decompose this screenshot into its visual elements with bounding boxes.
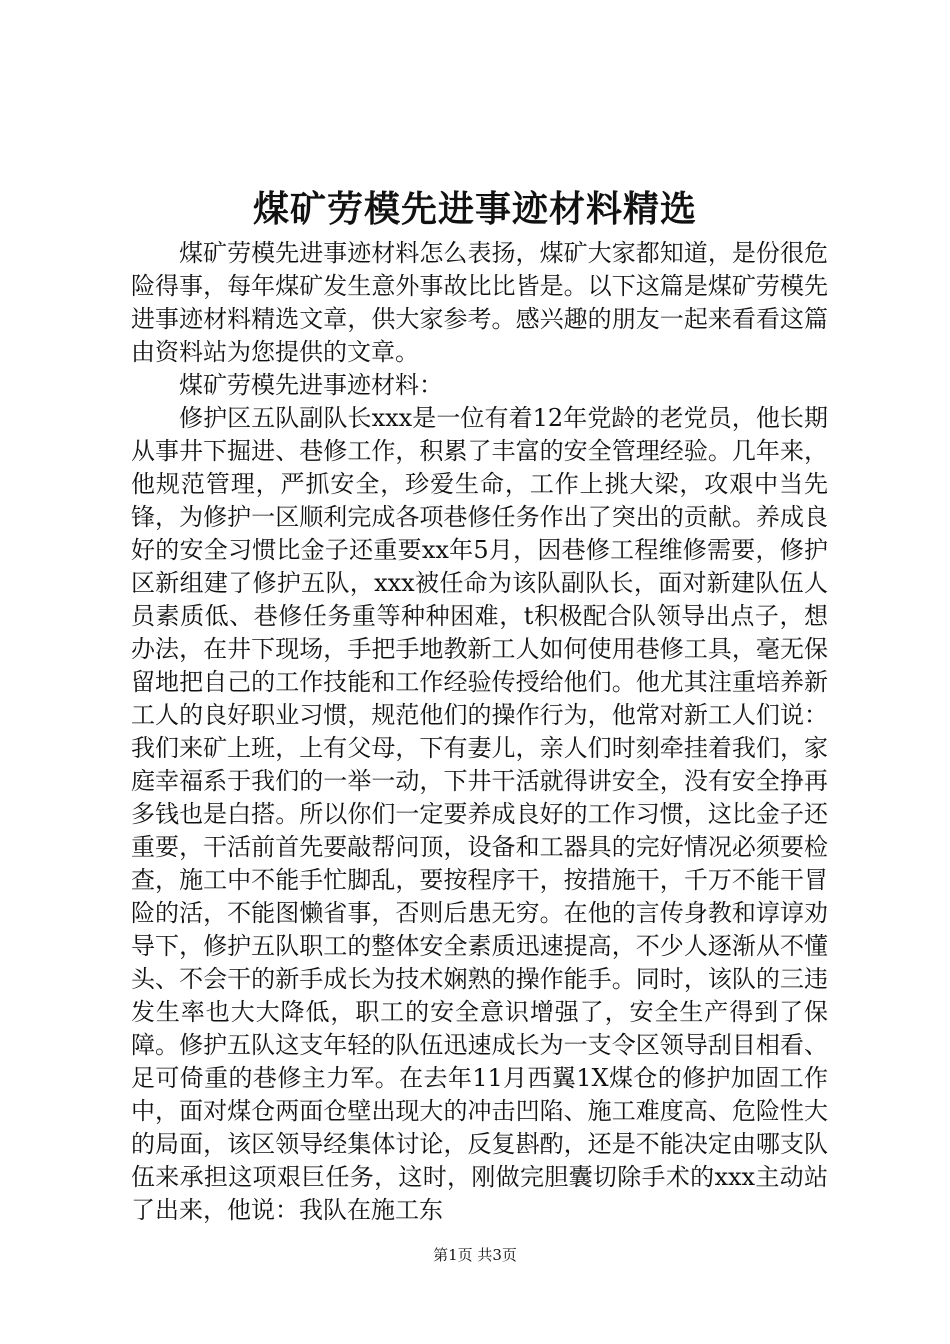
intro-paragraph: 煤矿劳模先进事迹材料怎么表扬，煤矿大家都知道，是份很危险得事，每年煤矿发生意外事故比比皆是。以下这篇是煤矿劳模先进事迹材料精选文章，供大家参考。感兴趣的朋友一起来看看这篇由资料站为您提供的文章。 — [131, 239, 828, 366]
page-number-footer: 第1页 共3页 — [433, 1246, 517, 1264]
document-title: 煤矿劳模先进事迹材料精选 — [252, 188, 697, 230]
document-body — [131, 237, 828, 1227]
main-paragraph: 修护区五队副队长xxx是一位有着12年党龄的老党员，他长期从事井下掘进、巷修工作，积累了丰富的安全管理经验。几年来，他规范管理，严抓安全，珍爱生命，工作上挑大梁，攻艰中当先锋，为修护一区顺利完成各项巷修任务作出了突出的贡献。养成良好的安全习惯比金子还重要xx年5月，因巷修工程维修需要，修护区新组建了修护五队，xxx被任命为该队副队长，面对新建队伍人员素质低、巷修任务重等种种困难，t积极配合队领导出点子，想办法，在井下现场，手把手地教新工人如何使用巷修工具，毫无保留地把自己的工作技能和工作经验传授给他们。他尤其注重培养新工人的良好职业习惯，规范他们的操作行为，他常对新工人们说：我们来矿上班，上有父母，下有妻儿，亲人们时刻牵挂着我们，家庭幸福系于我们的一举一动，下井干活就得讲安全，没有安全挣再多钱也是白搭。所以你们一定要养成良好的工作习惯，这比金子还重要，干活前首先要敲帮问顶，设备和工器具的完好情况必须要检查，施工中不能手忙脚乱，要按程序干，按措施干，千万不能干冒险的活，不能图懒省事，否则后患无穷。在他的言传身教和谆谆劝导下，修护五队职工的整体安全素质迅速提高，不少人逐渐从不懂头、不会干的新手成长为技术娴熟的操作能手。同时，该队的三违发生率也大大降低，职工的安全意识增强了，安全生产得到了保障。修护五队这支年轻的队伍迅速成长为一支令区领导刮目相看、足可倚重的巷修主力军。在去年11月西翼1X煤仓的修护加固工作中，面对煤仓两面仓壁出现大的冲击凹陷、施工难度高、危险性大的局面，该区领导经集体讨论，反复斟酌，还是不能决定由哪支队伍来承担这项艰巨任务，这时，刚做完胆囊切除手术的xxx主动站了出来，他说：我队在施工东 — [131, 404, 828, 1224]
section-heading-paragraph: 煤矿劳模先进事迹材料： — [179, 371, 443, 399]
